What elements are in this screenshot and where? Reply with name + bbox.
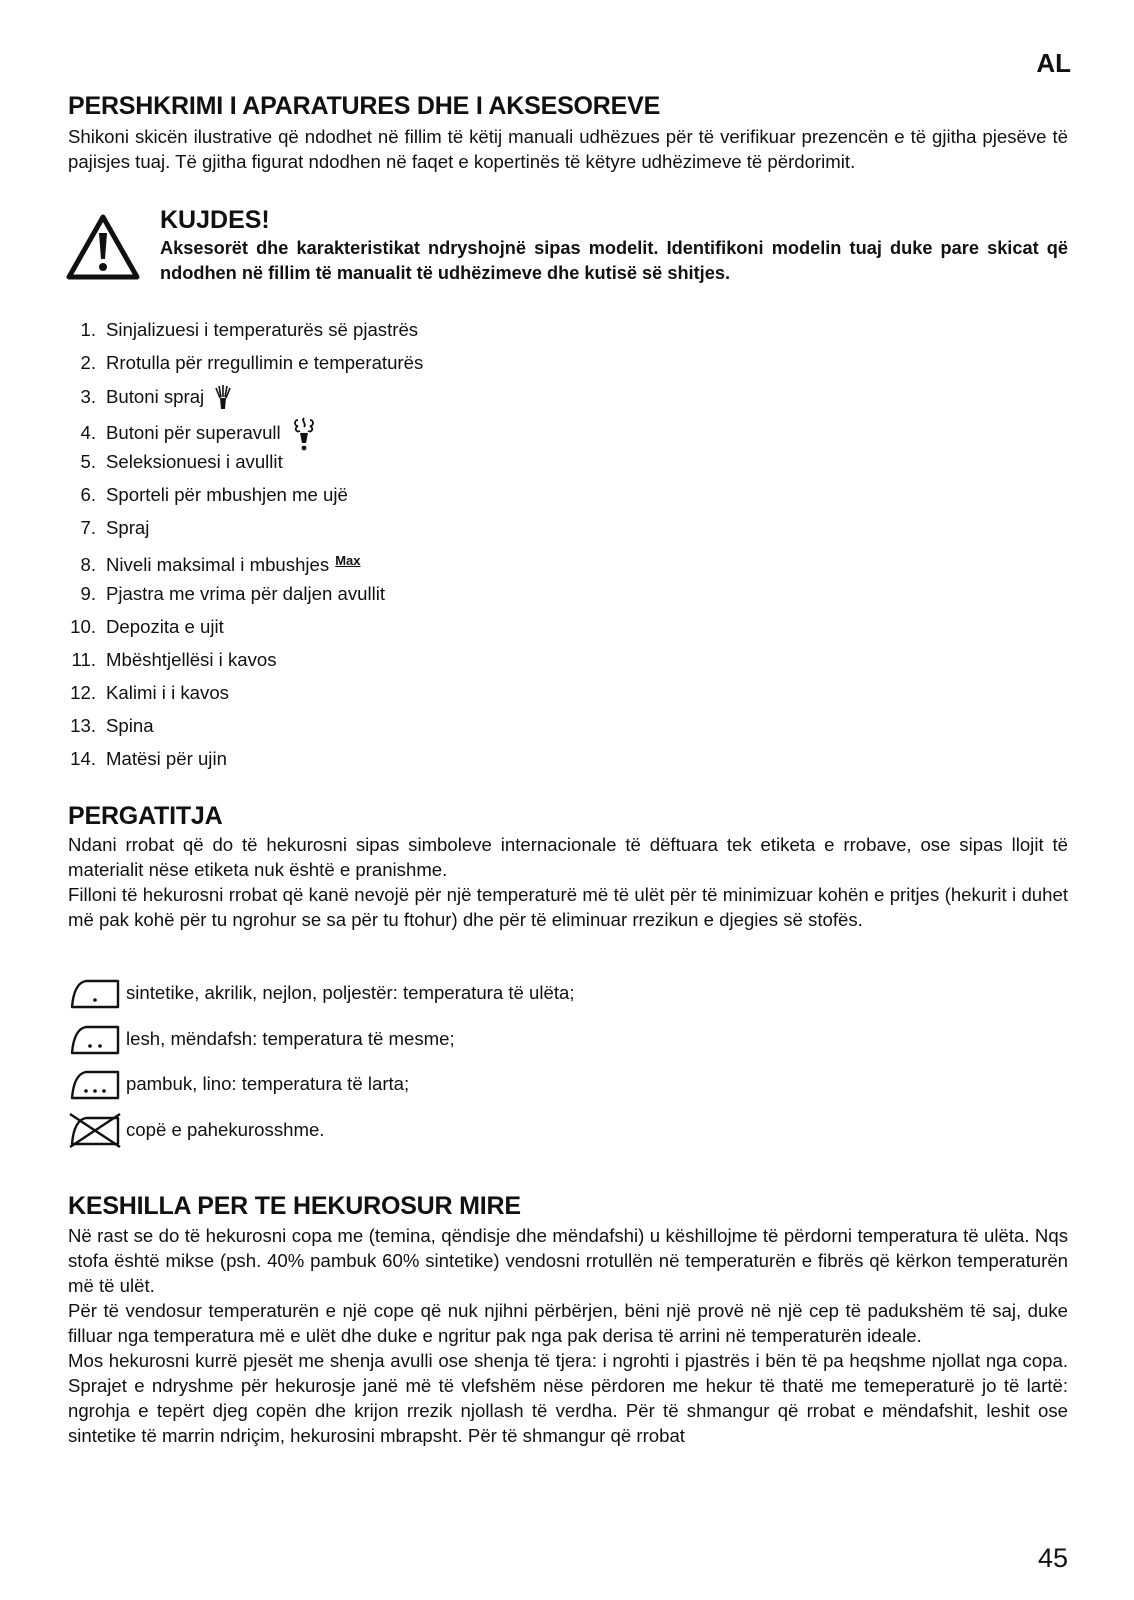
item-label: Pjastra me vrima për daljen avullit (106, 583, 386, 604)
spray-icon (213, 383, 233, 413)
language-code: AL (1036, 48, 1071, 78)
do-not-iron-icon (68, 1112, 122, 1148)
section-title-description: PERSHKRIMI I APARATURES DHE I AKSESOREVE (68, 92, 661, 120)
warning-text: Aksesorët dhe karakteristikat ndryshojnë sipas modelit. Identifikoni modelin tuaj duke pare skicat që ndodhen në fillim të manualit të udhëzimeve dhe kutisë së shitjes. (160, 238, 1068, 283)
item-label: Depozita e ujit (106, 616, 224, 637)
section-title-preparation: PERGATITJA (68, 802, 223, 830)
symbol-text: copë e pahekurosshme. (126, 1119, 325, 1140)
list-item (68, 515, 668, 548)
item-label: Sporteli për mbushjen me ujë (106, 484, 348, 505)
section-description-text (68, 124, 1068, 174)
item-number: 7. (80, 517, 96, 538)
section-ironing-tips-text (68, 1223, 1068, 1448)
list-item (68, 350, 668, 383)
iron-two-dots-icon (68, 1021, 122, 1057)
item-label: Kalimi i i kavos (106, 682, 229, 703)
preparation-paragraph-1: Ndani rrobat që do të hekurosni sipas simboleve internacionale të dëftuara tek etiketa e rrobave, ose sipas llojit të materialit nëse etiketa nuk është e pranishme. (68, 834, 1068, 880)
list-item (68, 647, 668, 680)
item-number: 5. (80, 451, 96, 472)
item-label: Spraj (106, 517, 150, 538)
list-item (68, 713, 668, 746)
item-label: Mbështjellësi i kavos (106, 649, 277, 670)
item-label: Sinjalizuesi i temperaturës së pjastrës (106, 319, 419, 340)
tips-paragraph-3: Mos hekurosni kurrë pjesët me shenja avulli ose shenja të tjera: i ngrohti i pjastrës i bën të pa heqshme njollat nga copa. Sprajet e ndryshme për hekurosje janë më të vlefshëm nëse përdoren me hekur të thatë me temeperaturë jo të lartë: ngrohja e tepërt djeg copën dhe krijon rrezik njollash të verdha. Për të shmangur që rrobat e mëndafshit, leshit ose sintetike të marrin ndriçim, hekurosini mbrapsht. Për të shmangur që rrobat (68, 1350, 1068, 1446)
parts-list (68, 317, 668, 779)
symbol-row-no-iron (68, 1110, 324, 1150)
item-number: 12. (70, 682, 96, 703)
section-title-ironing-tips: KESHILLA PER TE HEKUROSUR MIRE (68, 1192, 521, 1220)
item-number: 4. (80, 421, 96, 443)
page-number: 45 (1037, 1543, 1068, 1573)
item-number: 3. (80, 385, 96, 407)
item-label: Niveli maksimal i mbushjes (106, 554, 330, 575)
iron-one-dot-icon (68, 975, 122, 1011)
item-number: 2. (80, 352, 96, 373)
iron-three-dots-icon (68, 1066, 122, 1102)
list-item (68, 482, 668, 515)
item-label: Rrotulla për rregullimin e temperaturës (106, 352, 424, 373)
item-number: 1. (80, 319, 96, 340)
item-label: Seleksionuesi i avullit (106, 451, 283, 472)
symbol-text: lesh, mëndafsh: temperatura të mesme; (126, 1028, 455, 1049)
section-preparation-text (68, 832, 1068, 932)
preparation-paragraph-2: Filloni të hekurosni rrobat që kanë nevojë për një temperaturë më të ulët për të minimizuar kohën e pritjes (hekurit i duhet më pak kohë për tu ngrohur se sa për tu ftohur) dhe për të eliminuar rrezikun e djegies së stofës. (68, 884, 1068, 930)
symbol-row-high-temp (68, 1064, 409, 1104)
tips-paragraph-1: Në rast se do të hekurosni copa me (temina, qëndisje dhe mëndafshi) u këshillojme të përdorni temperatura të ulëta. Nqs stofa është mikse (psh. 40% pambuk 60% sintetike) vendosni rrotullën në temperaturën e fibrës që kërkon temperaturën më të ulët. (68, 1225, 1068, 1296)
item-number: 8. (80, 554, 96, 575)
list-item (68, 449, 668, 482)
item-number: 6. (80, 484, 96, 505)
description-paragraph: Shikoni skicën ilustrative që ndodhet në fillim të këtij manuali udhëzues për të verifikuar prezencën e të gjitha pjesëve të pajisjes tuaj. Të gjitha figurat ndodhen në faqet e kopertinës të këtyre udhëzimeve të përdorimit. (68, 126, 1068, 172)
tips-paragraph-2: Për të vendosur temperaturën e një cope që nuk njihni përbërjen, bëni një provë në një cep të padukshëm të saj, duke filluar nga temperatura më e ulët dhe duke e ngritur pak nga pak derisa të arrini në temperaturën ideale. (68, 1300, 1068, 1346)
item-label: Spina (106, 715, 154, 736)
symbol-row-medium-temp (68, 1019, 455, 1059)
list-item (68, 548, 668, 581)
item-label: Butoni për superavull (106, 421, 281, 443)
item-number: 14. (70, 748, 96, 769)
steam-shot-icon (290, 416, 318, 452)
list-item (68, 383, 668, 416)
item-number: 10. (70, 616, 96, 637)
item-label: Butoni spraj (106, 385, 205, 407)
warning-triangle-icon (66, 213, 140, 281)
item-number: 13. (70, 715, 96, 736)
list-item (68, 614, 668, 647)
item-number: 11. (71, 649, 96, 670)
list-item (68, 746, 668, 779)
item-number: 9. (80, 583, 96, 604)
symbol-text: pambuk, lino: temperatura të larta; (126, 1073, 410, 1094)
warning-title: KUJDES! (160, 206, 270, 234)
symbol-row-low-temp (68, 973, 575, 1013)
list-item (68, 416, 668, 449)
item-label: Matësi për ujin (106, 748, 227, 769)
list-item (68, 317, 668, 350)
list-item (68, 581, 668, 614)
max-level-badge: Max (335, 553, 361, 568)
symbol-text: sintetike, akrilik, nejlon, poljestër: temperatura të ulëta; (126, 982, 575, 1003)
list-item (68, 680, 668, 713)
